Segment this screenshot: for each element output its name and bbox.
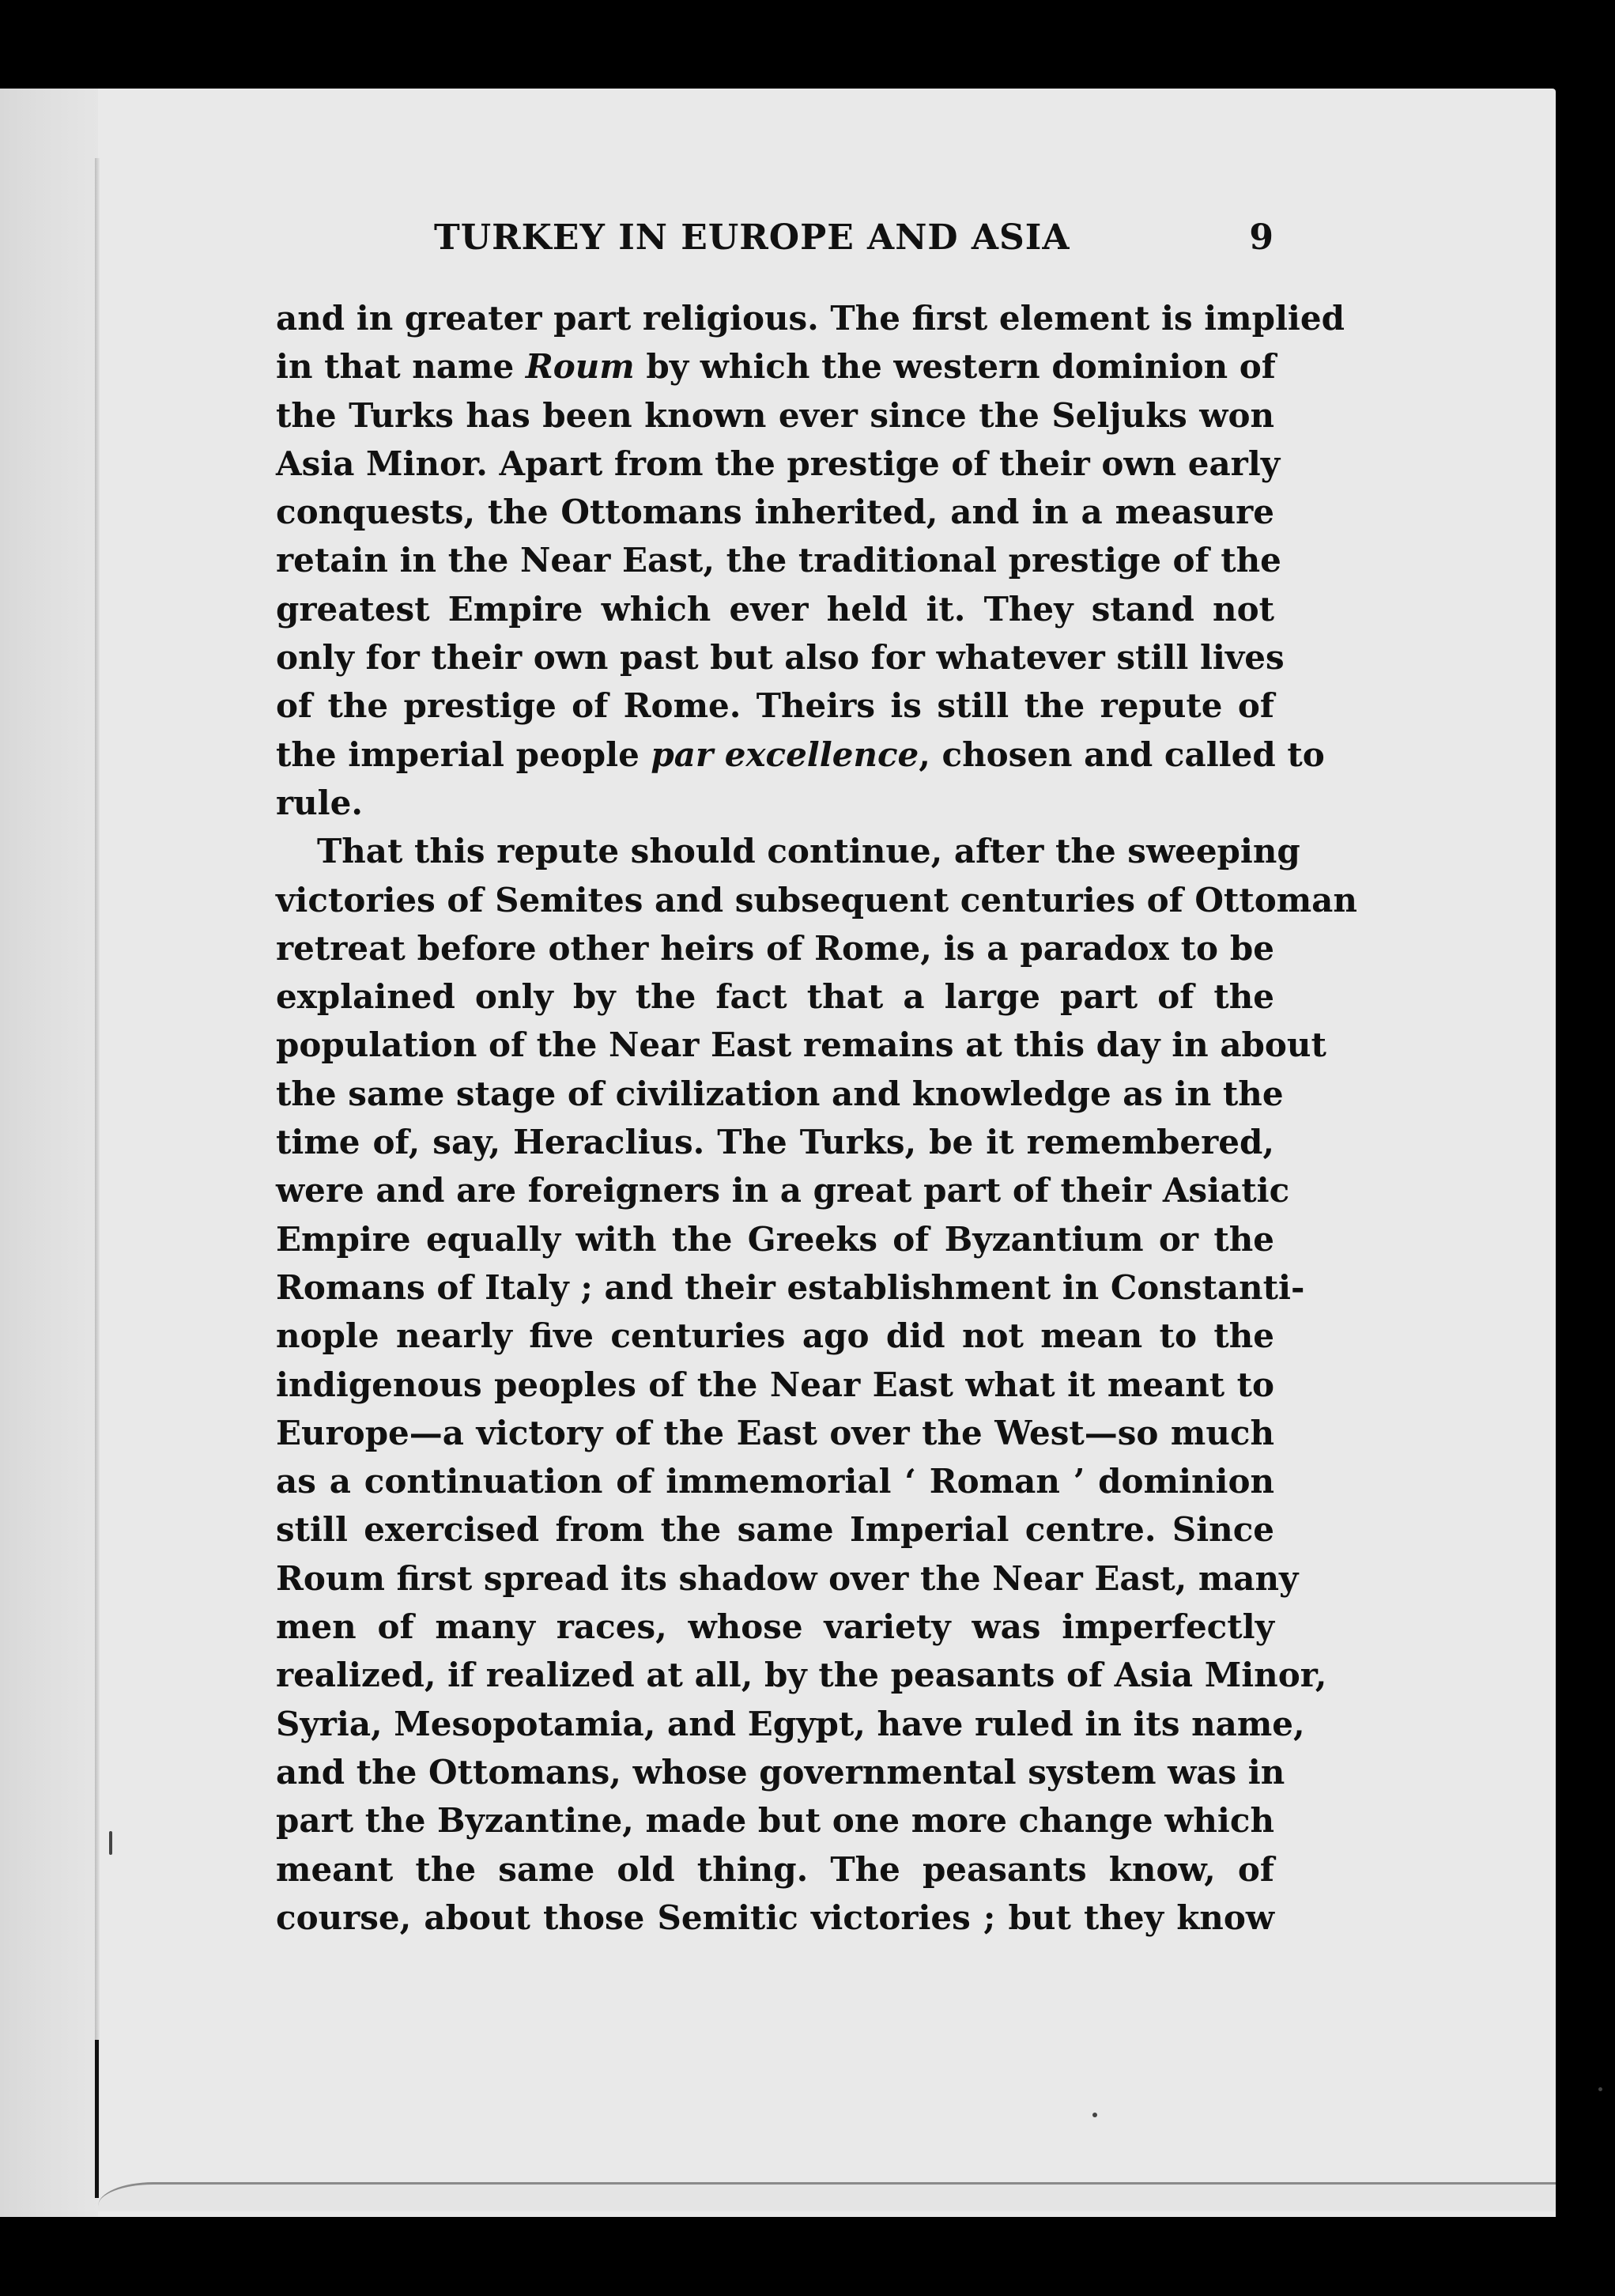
text-line: still exercised from the same Imperial centre. Since — [276, 1510, 1274, 1550]
text-line: conquests, the Ottomans inherited, and in a measure — [276, 493, 1274, 532]
text-line: as a continuation of immemorial ‘ Roman ’ dominion — [276, 1462, 1274, 1501]
text-line: and the Ottomans, whose governmental system was in — [276, 1752, 1285, 1792]
text-line: realized, if realized at all, by the peasants of Asia Minor, — [276, 1656, 1327, 1695]
text-line — [276, 731, 1325, 779]
text-line: Europe—a victory of the East over the West—so much — [276, 1413, 1274, 1452]
paragraph — [276, 294, 1345, 827]
page-text-block — [276, 213, 1357, 1942]
binding-mark — [95, 2040, 99, 2198]
text-line: only for their own past but also for whatever still lives — [276, 638, 1285, 678]
text-line: Asia Minor. Apart from the prestige of their own early — [276, 444, 1281, 483]
text-line: the Turks has been known ever since the Seljuks won — [276, 395, 1274, 435]
text-line: men of many races, whose variety was imperfectly — [276, 1607, 1274, 1647]
text-line: rule. — [276, 783, 363, 822]
dust-speck — [1598, 2087, 1602, 2091]
text-line: Romans of Italy ; and their establishment in Constanti- — [276, 1267, 1305, 1307]
text-run: the imperial people — [276, 734, 651, 774]
running-head — [276, 213, 1274, 262]
text-line — [276, 342, 1274, 391]
body-text — [276, 294, 1357, 1942]
text-line: retreat before other heirs of Rome, is a paradox to be — [276, 928, 1274, 968]
italic-phrase-par-excellence: par excellence — [651, 734, 919, 774]
text-line: explained only by the fact that a large part of the — [276, 977, 1274, 1017]
text-line: retain in the Near East, the traditional prestige of the — [276, 541, 1281, 580]
text-line: time of, say, Heraclius. The Turks, be it remembered, — [276, 1123, 1274, 1162]
text-line: Empire equally with the Greeks of Byzantium or the — [276, 1219, 1274, 1259]
text-line: That this repute should continue, after the sweeping — [317, 832, 1300, 871]
text-line: indigenous peoples of the Near East what it meant to — [276, 1365, 1274, 1404]
text-line: course, about those Semitic victories ; but they know — [276, 1898, 1274, 1937]
text-line: and in greater part religious. The first element is implied — [276, 299, 1345, 338]
text-line: Syria, Mesopotamia, and Egypt, have ruled in its name, — [276, 1704, 1305, 1743]
text-line: the same stage of civilization and knowledge as in the — [276, 1074, 1284, 1113]
text-line: population of the Near East remains at this day in about — [276, 1025, 1326, 1065]
text-line: nople nearly five centuries ago did not mean to the — [276, 1316, 1274, 1356]
text-line: victories of Semites and subsequent centuries of Ottoman — [276, 880, 1357, 920]
italic-word-roum: Roum — [525, 347, 635, 387]
paragraph — [276, 827, 1357, 1942]
running-head-title: TURKEY IN EUROPE AND ASIA — [434, 217, 1070, 258]
text-line: were and are foreigners in a great part of their Asiatic — [276, 1171, 1290, 1210]
text-run: , chosen and called to — [919, 734, 1325, 774]
text-run: in that name — [276, 347, 526, 387]
page-bottom-curl — [98, 2182, 1556, 2211]
text-line: meant the same old thing. The peasants know, of — [276, 1849, 1274, 1889]
page-gutter — [0, 89, 98, 2217]
dust-speck — [1092, 2113, 1097, 2117]
text-line: of the prestige of Rome. Theirs is still the repute of — [276, 686, 1274, 726]
gutter-shadow — [95, 158, 100, 2190]
text-run: by which the western dominion of — [634, 347, 1276, 387]
text-line: part the Byzantine, made but one more change which — [276, 1801, 1274, 1841]
page-number: 9 — [1249, 217, 1274, 258]
text-line: Roum first spread its shadow over the Near East, many — [276, 1558, 1299, 1598]
text-line: greatest Empire which ever held it. They stand not — [276, 589, 1274, 629]
dust-speck — [109, 1831, 112, 1855]
